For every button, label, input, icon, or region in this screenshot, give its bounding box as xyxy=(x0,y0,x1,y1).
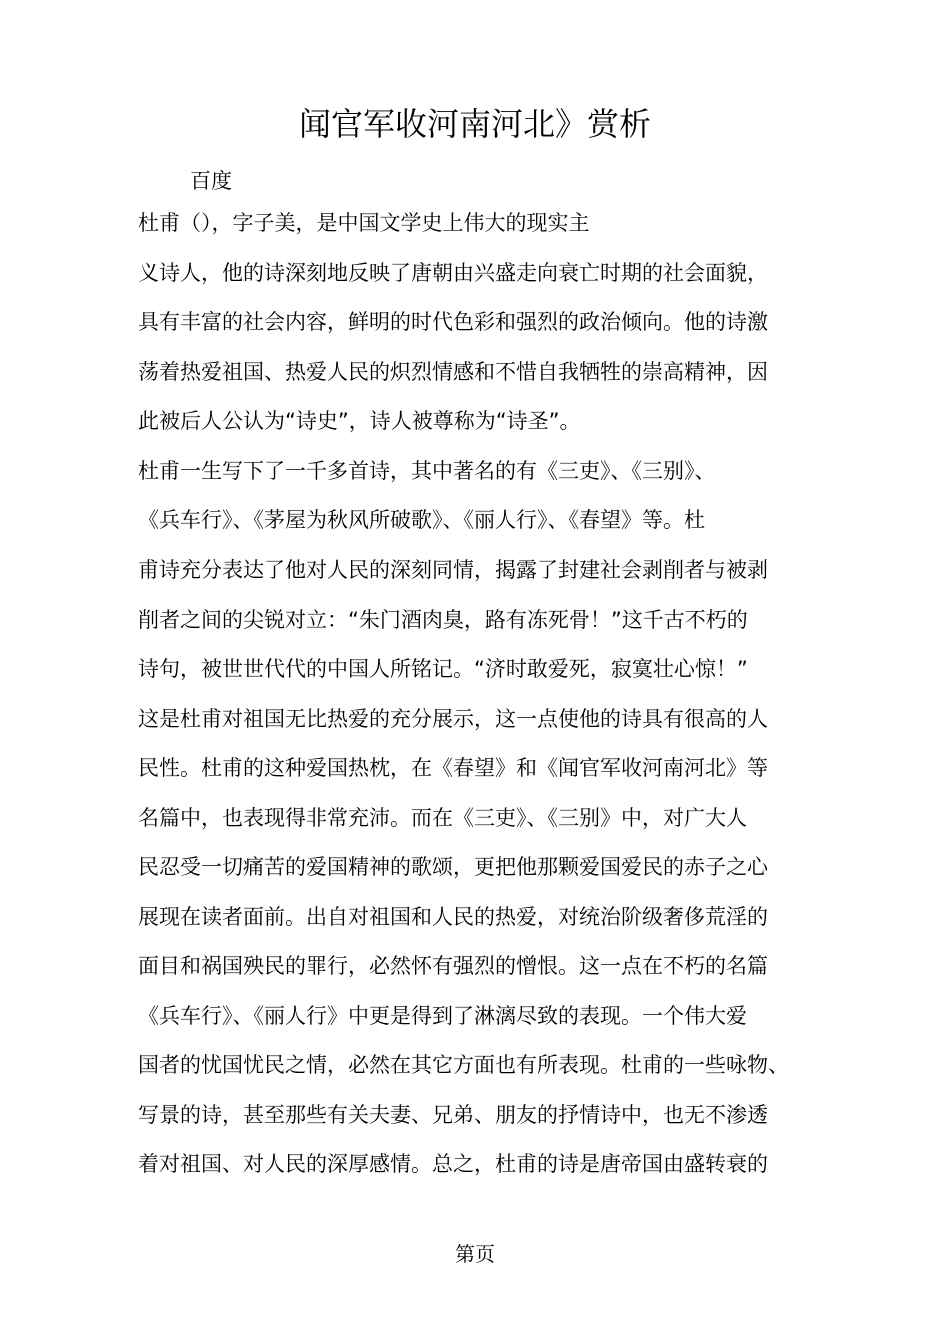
body-line: 义诗人，他的诗深刻地反映了唐朝由兴盛走向衰亡时期的社会面貌， xyxy=(138,261,768,285)
body-line: 荡着热爱祖国、热爱人民的炽烈情感和不惜自我牺牲的崇高精神，因 xyxy=(138,360,768,384)
body-line: 面目和祸国殃民的罪行，必然怀有强烈的憎恨。这一点在不朽的名篇 xyxy=(138,954,768,978)
body-line: 写景的诗，甚至那些有关夫妻、兄弟、朋友的抒情诗中，也无不渗透 xyxy=(138,1103,768,1127)
body-line: 《兵车行》、《茅屋为秋风所破歌》、《丽人行》、《春望》等。杜 xyxy=(138,508,705,532)
body-line: 名篇中，也表现得非常充沛。而在《三吏》、《三别》中，对广大人 xyxy=(138,806,747,830)
page-title: 闻官军收河南河北》赏析 xyxy=(298,105,651,143)
body-line: 甫诗充分表达了他对人民的深刻同情，揭露了封建社会剥削者与被剥 xyxy=(138,558,768,582)
body-line: 着对祖国、对人民的深厚感情。总之，杜甫的诗是唐帝国由盛转衰的 xyxy=(138,1152,768,1176)
body-line: 民忍受一切痛苦的爱国精神的歌颂，更把他那颗爱国爱民的赤子之心 xyxy=(138,855,768,879)
body-line: 国者的忧国忧民之情，必然在其它方面也有所表现。杜甫的一些咏物、 xyxy=(138,1053,789,1077)
author-line: 百度 xyxy=(190,169,232,193)
page-footer: 第页 xyxy=(455,1242,495,1266)
body-line: 《兵车行》、《丽人行》中更是得到了淋漓尽致的表现。一个伟大爱 xyxy=(138,1004,747,1028)
body-line: 诗句，被世世代代的中国人所铭记。“济时敢爱死，寂寞壮心惊！” xyxy=(138,657,748,681)
body-line: 杜甫（），字子美，是中国文学史上伟大的现实主 xyxy=(138,211,590,235)
body-line: 此被后人公认为“诗史”，诗人被尊称为“诗圣”。 xyxy=(138,409,581,433)
body-line: 这是杜甫对祖国无比热爱的充分展示，这一点使他的诗具有很高的人 xyxy=(138,707,768,731)
body-line: 具有丰富的社会内容，鲜明的时代色彩和强烈的政治倾向。他的诗激 xyxy=(138,310,768,334)
body-line: 民性。杜甫的这种爱国热枕，在《春望》和《闻官军收河南河北》等 xyxy=(138,756,768,780)
body-line: 削者之间的尖锐对立：“朱门酒肉臭，路有冻死骨！”这千古不朽的 xyxy=(138,608,748,632)
body-line: 杜甫一生写下了一千多首诗，其中著名的有《三吏》、《三别》、 xyxy=(138,459,716,483)
body-line: 展现在读者面前。出自对祖国和人民的热爱，对统治阶级奢侈荒淫的 xyxy=(138,905,768,929)
